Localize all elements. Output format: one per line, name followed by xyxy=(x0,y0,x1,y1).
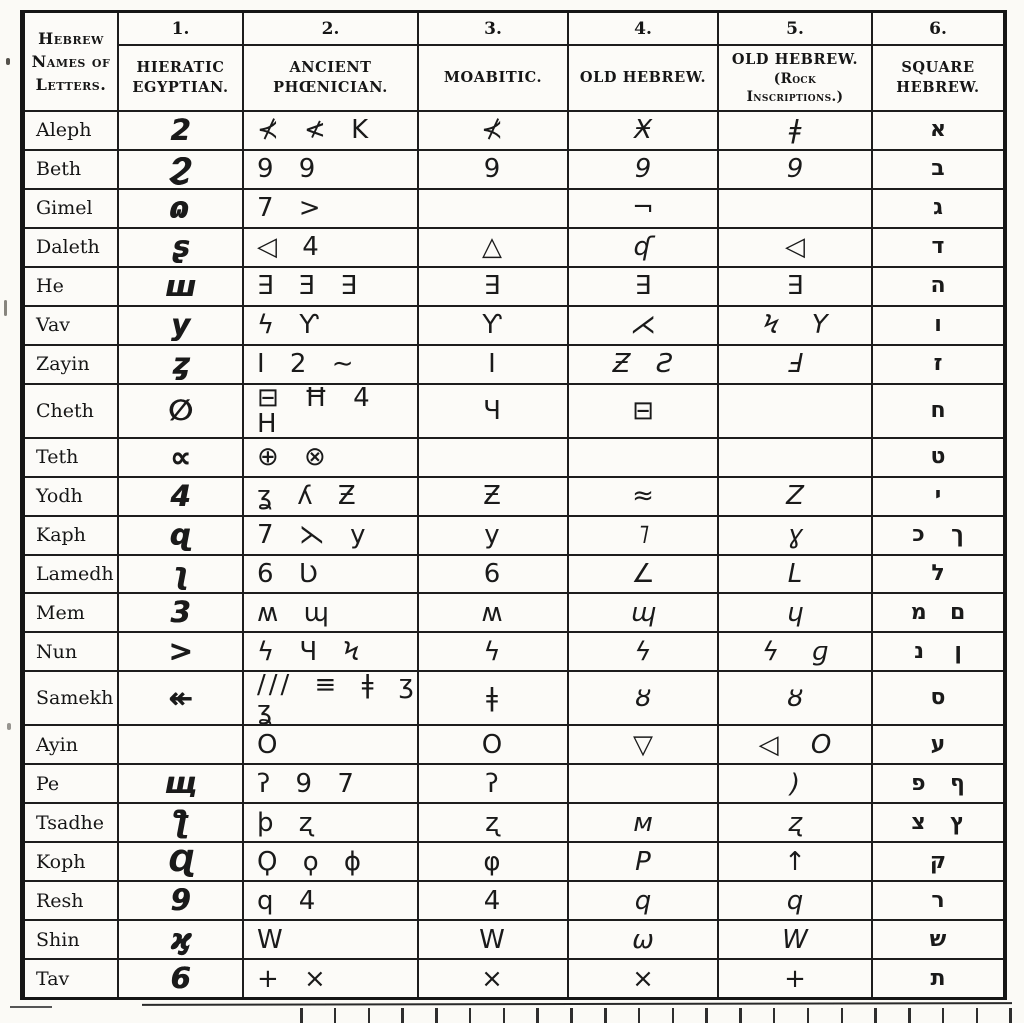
hebrew-letter: ם xyxy=(949,599,966,625)
glyph-cell-rock: W xyxy=(717,921,871,958)
tick-mark xyxy=(942,1008,945,1023)
glyph-cell-hieratic: 4 xyxy=(117,478,242,515)
letter-name: Kaph xyxy=(36,524,86,547)
tick-mark xyxy=(1009,1008,1012,1023)
table-row-ayin xyxy=(25,724,1003,763)
hebrew-letter: ל xyxy=(931,561,945,586)
cropped-next-line-ticks xyxy=(300,1008,1012,1023)
glyph-cell-hieratic: ϗ xyxy=(117,921,242,958)
hebrew-letter: ו xyxy=(934,312,942,338)
glyph-cell-square xyxy=(871,804,1003,841)
tick-mark xyxy=(503,1008,506,1023)
hebrew-letter: ק xyxy=(929,848,947,874)
tick-mark xyxy=(300,1008,303,1023)
column-header-2 xyxy=(242,13,417,110)
letter-name: Koph xyxy=(36,850,86,873)
glyph-cell-phoenician: ʔ 9 7 xyxy=(242,765,417,802)
glyph-cell-moabitic: y xyxy=(417,517,567,554)
glyph-cell-rock: Ϟ Υ xyxy=(717,307,871,344)
glyph-cell-phoenician: I 2 ∼ xyxy=(242,346,417,383)
glyph-cell-rock xyxy=(717,385,871,437)
glyph-cell-hieratic: 3 xyxy=(117,594,242,631)
glyph-cell-old_hebrew: ɰ xyxy=(567,594,717,631)
table-row-nun xyxy=(25,631,1003,670)
letter-name: Zayin xyxy=(36,353,90,376)
glyph-cell-phoenician: + × xyxy=(242,960,417,997)
hebrew-letter: ה xyxy=(930,273,946,299)
column-title-text: OLD HEBREW. xyxy=(731,51,859,68)
glyph-cell-phoenician: 7 > xyxy=(242,190,417,227)
column-header-5 xyxy=(717,13,871,110)
letter-name: Samekh xyxy=(36,687,114,710)
letter-name: Cheth xyxy=(36,399,94,422)
tick-mark xyxy=(469,1008,472,1023)
table-row-teth xyxy=(25,437,1003,476)
letter-name: Pe xyxy=(36,772,60,795)
scan-artifact-line xyxy=(142,1002,1012,1006)
glyph-cell-old_hebrew: ᴍ xyxy=(567,804,717,841)
table-row-tsadhe xyxy=(25,802,1003,841)
glyph-cell-old_hebrew: P xyxy=(567,843,717,880)
hebrew-letter: נ xyxy=(914,638,925,664)
glyph-cell-hieratic: ʂ xyxy=(117,229,242,266)
glyph-cell-square xyxy=(871,346,1003,383)
glyph-cell-old_hebrew: ▽ xyxy=(567,726,717,763)
tick-mark xyxy=(536,1008,539,1023)
glyph-cell-moabitic: ʐ xyxy=(417,804,567,841)
glyph-cell-moabitic: ʔ xyxy=(417,765,567,802)
hebrew-letter: ץ xyxy=(950,809,965,835)
table-row-mem xyxy=(25,592,1003,631)
hebrew-letter: ב xyxy=(931,156,945,182)
column-title-text: HIERATIC EGYPTIAN. xyxy=(132,59,229,96)
corner-header-cell xyxy=(25,13,117,110)
glyph-cell-hieratic: ∝ xyxy=(117,439,242,476)
glyph-cell-hieratic: ↞ xyxy=(117,672,242,724)
glyph-cell-old_hebrew: ʠ xyxy=(567,229,717,266)
glyph-cell-moabitic: 4 xyxy=(417,882,567,919)
glyph-cell-phoenician: ⊕ ⊗ xyxy=(242,439,417,476)
tick-mark xyxy=(435,1008,438,1023)
glyph-cell-hieratic: ɷ xyxy=(117,190,242,227)
glyph-cell-moabitic: ⊀ xyxy=(417,112,567,149)
letter-name: Ayin xyxy=(36,733,78,756)
table-row-kaph xyxy=(25,515,1003,554)
letter-name: Mem xyxy=(36,601,85,624)
glyph-cell-moabitic: ∃ xyxy=(417,268,567,305)
column-subtitle: (Rock Inscriptions.) xyxy=(746,70,844,105)
glyph-cell-rock: ɣ xyxy=(717,517,871,554)
glyph-cell-moabitic: Ч xyxy=(417,385,567,437)
glyph-cell-old_hebrew: ⊟ xyxy=(567,385,717,437)
glyph-cell-rock: + xyxy=(717,960,871,997)
glyph-cell-rock: ǂ xyxy=(717,112,871,149)
letter-name: Beth xyxy=(36,158,82,181)
glyph-cell-rock: ◁ xyxy=(717,229,871,266)
tick-mark xyxy=(773,1008,776,1023)
hebrew-letter: צ xyxy=(911,809,926,835)
letter-name: Gimel xyxy=(36,197,93,220)
glyph-cell-hieratic: 6 xyxy=(117,960,242,997)
table-row-zayin xyxy=(25,344,1003,383)
glyph-cell-moabitic: ǂ xyxy=(417,672,567,724)
scan-speck xyxy=(6,58,10,65)
glyph-cell-phoenician: ⊀ ≮ K xyxy=(242,112,417,149)
hebrew-letter: ז xyxy=(933,351,943,377)
table-row-vav xyxy=(25,305,1003,344)
glyph-cell-old_hebrew: ≈ xyxy=(567,478,717,515)
letter-name: Aleph xyxy=(36,119,92,142)
glyph-cell-rock: Ⅎ xyxy=(717,346,871,383)
corner-header-text: Hebrew Names of Letters. xyxy=(31,28,111,95)
letter-name: Daleth xyxy=(36,236,100,259)
column-number: 5. xyxy=(719,13,871,46)
table-row-aleph xyxy=(25,110,1003,149)
glyph-cell-moabitic: O xyxy=(417,726,567,763)
hebrew-letter: כ xyxy=(912,522,925,548)
hebrew-letter: ד xyxy=(931,234,945,260)
glyph-cell-old_hebrew xyxy=(567,439,717,476)
glyph-cell-rock: L xyxy=(717,556,871,593)
glyph-cell-old_hebrew: 9 xyxy=(567,151,717,188)
glyph-cell-moabitic xyxy=(417,190,567,227)
tick-mark xyxy=(604,1008,607,1023)
column-number: 2. xyxy=(244,13,417,46)
hebrew-letter: מ xyxy=(910,599,927,625)
tick-mark xyxy=(570,1008,573,1023)
glyph-cell-square xyxy=(871,229,1003,266)
tick-mark xyxy=(841,1008,844,1023)
table-row-koph xyxy=(25,841,1003,880)
glyph-cell-hieratic: Ϩ xyxy=(117,151,242,188)
glyph-cell-square xyxy=(871,594,1003,631)
table-row-samekh xyxy=(25,670,1003,727)
hebrew-letter: ר xyxy=(931,887,945,913)
glyph-cell-square xyxy=(871,882,1003,919)
table-row-lamedh xyxy=(25,554,1003,593)
column-header-1 xyxy=(117,13,242,110)
glyph-cell-old_hebrew: Ӿ xyxy=(567,112,717,149)
glyph-cell-moabitic: W xyxy=(417,921,567,958)
glyph-cell-hieratic: > xyxy=(117,633,242,670)
glyph-cell-old_hebrew: ȣ xyxy=(567,672,717,724)
glyph-cell-old_hebrew: × xyxy=(567,960,717,997)
glyph-cell-hieratic: ∅ xyxy=(117,385,242,437)
glyph-cell-square xyxy=(871,633,1003,670)
hebrew-letter: ש xyxy=(929,926,947,952)
glyph-cell-phoenician: 6 Ʋ xyxy=(242,556,417,593)
table-row-cheth xyxy=(25,383,1003,437)
glyph-cell-rock: ɥ xyxy=(717,594,871,631)
column-title xyxy=(119,46,242,110)
glyph-cell-hieratic xyxy=(117,726,242,763)
table-row-daleth xyxy=(25,227,1003,266)
letter-name: Yodh xyxy=(36,485,83,508)
tick-mark xyxy=(908,1008,911,1023)
glyph-cell-phoenician: 7 ⋋ y xyxy=(242,517,417,554)
glyph-cell-hieratic: ƪ xyxy=(117,804,242,841)
glyph-cell-square xyxy=(871,517,1003,554)
hebrew-letter: ף xyxy=(949,770,965,796)
column-number: 3. xyxy=(419,13,567,46)
tick-mark xyxy=(874,1008,877,1023)
column-number: 4. xyxy=(569,13,717,46)
glyph-cell-rock: q xyxy=(717,882,871,919)
letter-name: Tsadhe xyxy=(36,811,105,834)
glyph-cell-phoenician: þ ʐ xyxy=(242,804,417,841)
glyph-cell-old_hebrew: ∠ xyxy=(567,556,717,593)
scan-speck xyxy=(4,300,7,316)
glyph-cell-phoenician: ∃ Ǝ ∃ xyxy=(242,268,417,305)
glyph-cell-square xyxy=(871,151,1003,188)
glyph-cell-rock: ȣ xyxy=(717,672,871,724)
glyph-cell-square xyxy=(871,112,1003,149)
alphabet-comparison-table xyxy=(20,10,1007,1000)
column-title-text: SQUARE HEBREW. xyxy=(896,59,980,96)
hebrew-letter: פ xyxy=(911,770,926,796)
glyph-cell-phoenician: ⊟ Ħ 4 H xyxy=(242,385,417,437)
tick-mark xyxy=(976,1008,979,1023)
hebrew-letter: ן xyxy=(954,638,962,664)
glyph-cell-square xyxy=(871,385,1003,437)
hebrew-letter: ח xyxy=(930,397,946,423)
hebrew-letter: ע xyxy=(930,731,946,757)
glyph-cell-old_hebrew: ω xyxy=(567,921,717,958)
tick-mark xyxy=(334,1008,337,1023)
glyph-cell-phoenician: q 4 xyxy=(242,882,417,919)
glyph-cell-square xyxy=(871,672,1003,724)
glyph-cell-phoenician: 9 9 xyxy=(242,151,417,188)
tick-mark xyxy=(672,1008,675,1023)
glyph-cell-phoenician: ϟ Ƴ xyxy=(242,307,417,344)
glyph-cell-old_hebrew: ∃ xyxy=(567,268,717,305)
letter-name: Teth xyxy=(36,446,79,469)
tick-mark xyxy=(807,1008,810,1023)
column-title-text: ANCIENT PHŒNICIAN. xyxy=(273,59,388,96)
glyph-cell-moabitic: 6 xyxy=(417,556,567,593)
glyph-cell-rock: ) xyxy=(717,765,871,802)
table-row-yodh xyxy=(25,476,1003,515)
letter-name: He xyxy=(36,275,64,298)
glyph-cell-phoenician: Ϙ ϙ ϕ xyxy=(242,843,417,880)
tick-mark xyxy=(368,1008,371,1023)
letter-name: Nun xyxy=(36,640,78,663)
glyph-cell-moabitic: ʍ xyxy=(417,594,567,631)
glyph-cell-square xyxy=(871,765,1003,802)
table-row-he xyxy=(25,266,1003,305)
table-row-pe xyxy=(25,763,1003,802)
column-title xyxy=(419,46,567,110)
table-row-tav xyxy=(25,958,1003,997)
glyph-cell-rock: ϟ ɡ xyxy=(717,633,871,670)
glyph-cell-hieratic: 2 xyxy=(117,112,242,149)
column-number: 1. xyxy=(119,13,242,46)
glyph-cell-moabitic: × xyxy=(417,960,567,997)
glyph-cell-phoenician: ʓ ʎ Ƶ xyxy=(242,478,417,515)
glyph-cell-hieratic: ɋ xyxy=(117,517,242,554)
letter-name: Tav xyxy=(36,967,70,990)
letter-name: Resh xyxy=(36,889,84,912)
glyph-cell-square xyxy=(871,960,1003,997)
table-row-gimel xyxy=(25,188,1003,227)
glyph-cell-hieratic: Ɋ xyxy=(117,843,242,880)
glyph-cell-square xyxy=(871,726,1003,763)
column-title xyxy=(719,46,871,110)
glyph-cell-old_hebrew xyxy=(567,765,717,802)
tick-mark xyxy=(705,1008,708,1023)
hebrew-letter: ת xyxy=(930,965,946,991)
glyph-cell-moabitic: 9 xyxy=(417,151,567,188)
hebrew-letter: י xyxy=(934,483,942,509)
glyph-cell-rock: ◁ O xyxy=(717,726,871,763)
glyph-cell-rock: ʐ xyxy=(717,804,871,841)
glyph-cell-hieratic: ш xyxy=(117,268,242,305)
glyph-cell-square xyxy=(871,439,1003,476)
table-body xyxy=(25,110,1003,997)
glyph-cell-rock xyxy=(717,439,871,476)
glyph-cell-old_hebrew: ¬ xyxy=(567,190,717,227)
glyph-cell-hieratic: 9 xyxy=(117,882,242,919)
table-row-beth xyxy=(25,149,1003,188)
glyph-cell-moabitic: φ xyxy=(417,843,567,880)
glyph-cell-phoenician: ʍ ɰ xyxy=(242,594,417,631)
glyph-cell-old_hebrew: Ƶ Ƨ xyxy=(567,346,717,383)
glyph-cell-moabitic xyxy=(417,439,567,476)
glyph-cell-square xyxy=(871,307,1003,344)
glyph-cell-moabitic: ϟ xyxy=(417,633,567,670)
glyph-cell-phoenician: ◁ 4 xyxy=(242,229,417,266)
glyph-cell-phoenician: W xyxy=(242,921,417,958)
scan-artifact-dash xyxy=(10,1006,52,1008)
glyph-cell-phoenician: ϟ Ч Ϟ xyxy=(242,633,417,670)
glyph-cell-hieratic: у xyxy=(117,307,242,344)
glyph-cell-moabitic: △ xyxy=(417,229,567,266)
glyph-cell-rock xyxy=(717,190,871,227)
tick-mark xyxy=(638,1008,641,1023)
glyph-cell-hieratic: щ xyxy=(117,765,242,802)
hebrew-letter: א xyxy=(929,117,947,143)
glyph-cell-hieratic: ȥ xyxy=(117,346,242,383)
table-row-shin xyxy=(25,919,1003,958)
tick-mark xyxy=(401,1008,404,1023)
column-title xyxy=(569,46,717,110)
tick-mark xyxy=(739,1008,742,1023)
hebrew-letter: ך xyxy=(951,522,964,548)
glyph-cell-phoenician: O xyxy=(242,726,417,763)
letter-name: Shin xyxy=(36,928,80,951)
hebrew-letter: ט xyxy=(930,444,946,470)
glyph-cell-square xyxy=(871,556,1003,593)
column-title-text: MOABITIC. xyxy=(443,69,543,87)
letter-name: Lamedh xyxy=(36,563,114,585)
glyph-cell-rock: Z xyxy=(717,478,871,515)
glyph-cell-square xyxy=(871,190,1003,227)
glyph-cell-square xyxy=(871,268,1003,305)
glyph-cell-rock: ∃ xyxy=(717,268,871,305)
glyph-cell-old_hebrew: ⋌ xyxy=(567,307,717,344)
column-number: 6. xyxy=(873,13,1003,46)
glyph-cell-rock: 9 xyxy=(717,151,871,188)
column-header-3 xyxy=(417,13,567,110)
hebrew-letter: ס xyxy=(930,685,946,711)
hebrew-letter: ג xyxy=(933,195,943,221)
column-title xyxy=(244,46,417,110)
glyph-cell-moabitic: I xyxy=(417,346,567,383)
glyph-cell-hieratic: ʅ xyxy=(117,556,242,593)
glyph-cell-moabitic: Ƶ xyxy=(417,478,567,515)
glyph-cell-square xyxy=(871,478,1003,515)
letter-name: Vav xyxy=(36,314,71,337)
glyph-cell-square xyxy=(871,843,1003,880)
glyph-cell-old_hebrew: ˥ xyxy=(567,517,717,554)
scan-speck xyxy=(7,723,11,730)
glyph-cell-rock: ↑ xyxy=(717,843,871,880)
column-title-text: OLD HEBREW. xyxy=(579,69,707,87)
glyph-cell-square xyxy=(871,921,1003,958)
glyph-cell-old_hebrew: q xyxy=(567,882,717,919)
glyph-cell-old_hebrew: ϟ xyxy=(567,633,717,670)
glyph-cell-moabitic: Ƴ xyxy=(417,307,567,344)
header-row xyxy=(25,13,1003,110)
table-row-resh xyxy=(25,880,1003,919)
column-title xyxy=(873,46,1003,110)
glyph-cell-phoenician: /// ≡ ǂ ʒ ʓ xyxy=(242,672,417,724)
cropped-text-fragment xyxy=(22,1012,132,1023)
column-header-4 xyxy=(567,13,717,110)
column-header-6 xyxy=(871,13,1003,110)
